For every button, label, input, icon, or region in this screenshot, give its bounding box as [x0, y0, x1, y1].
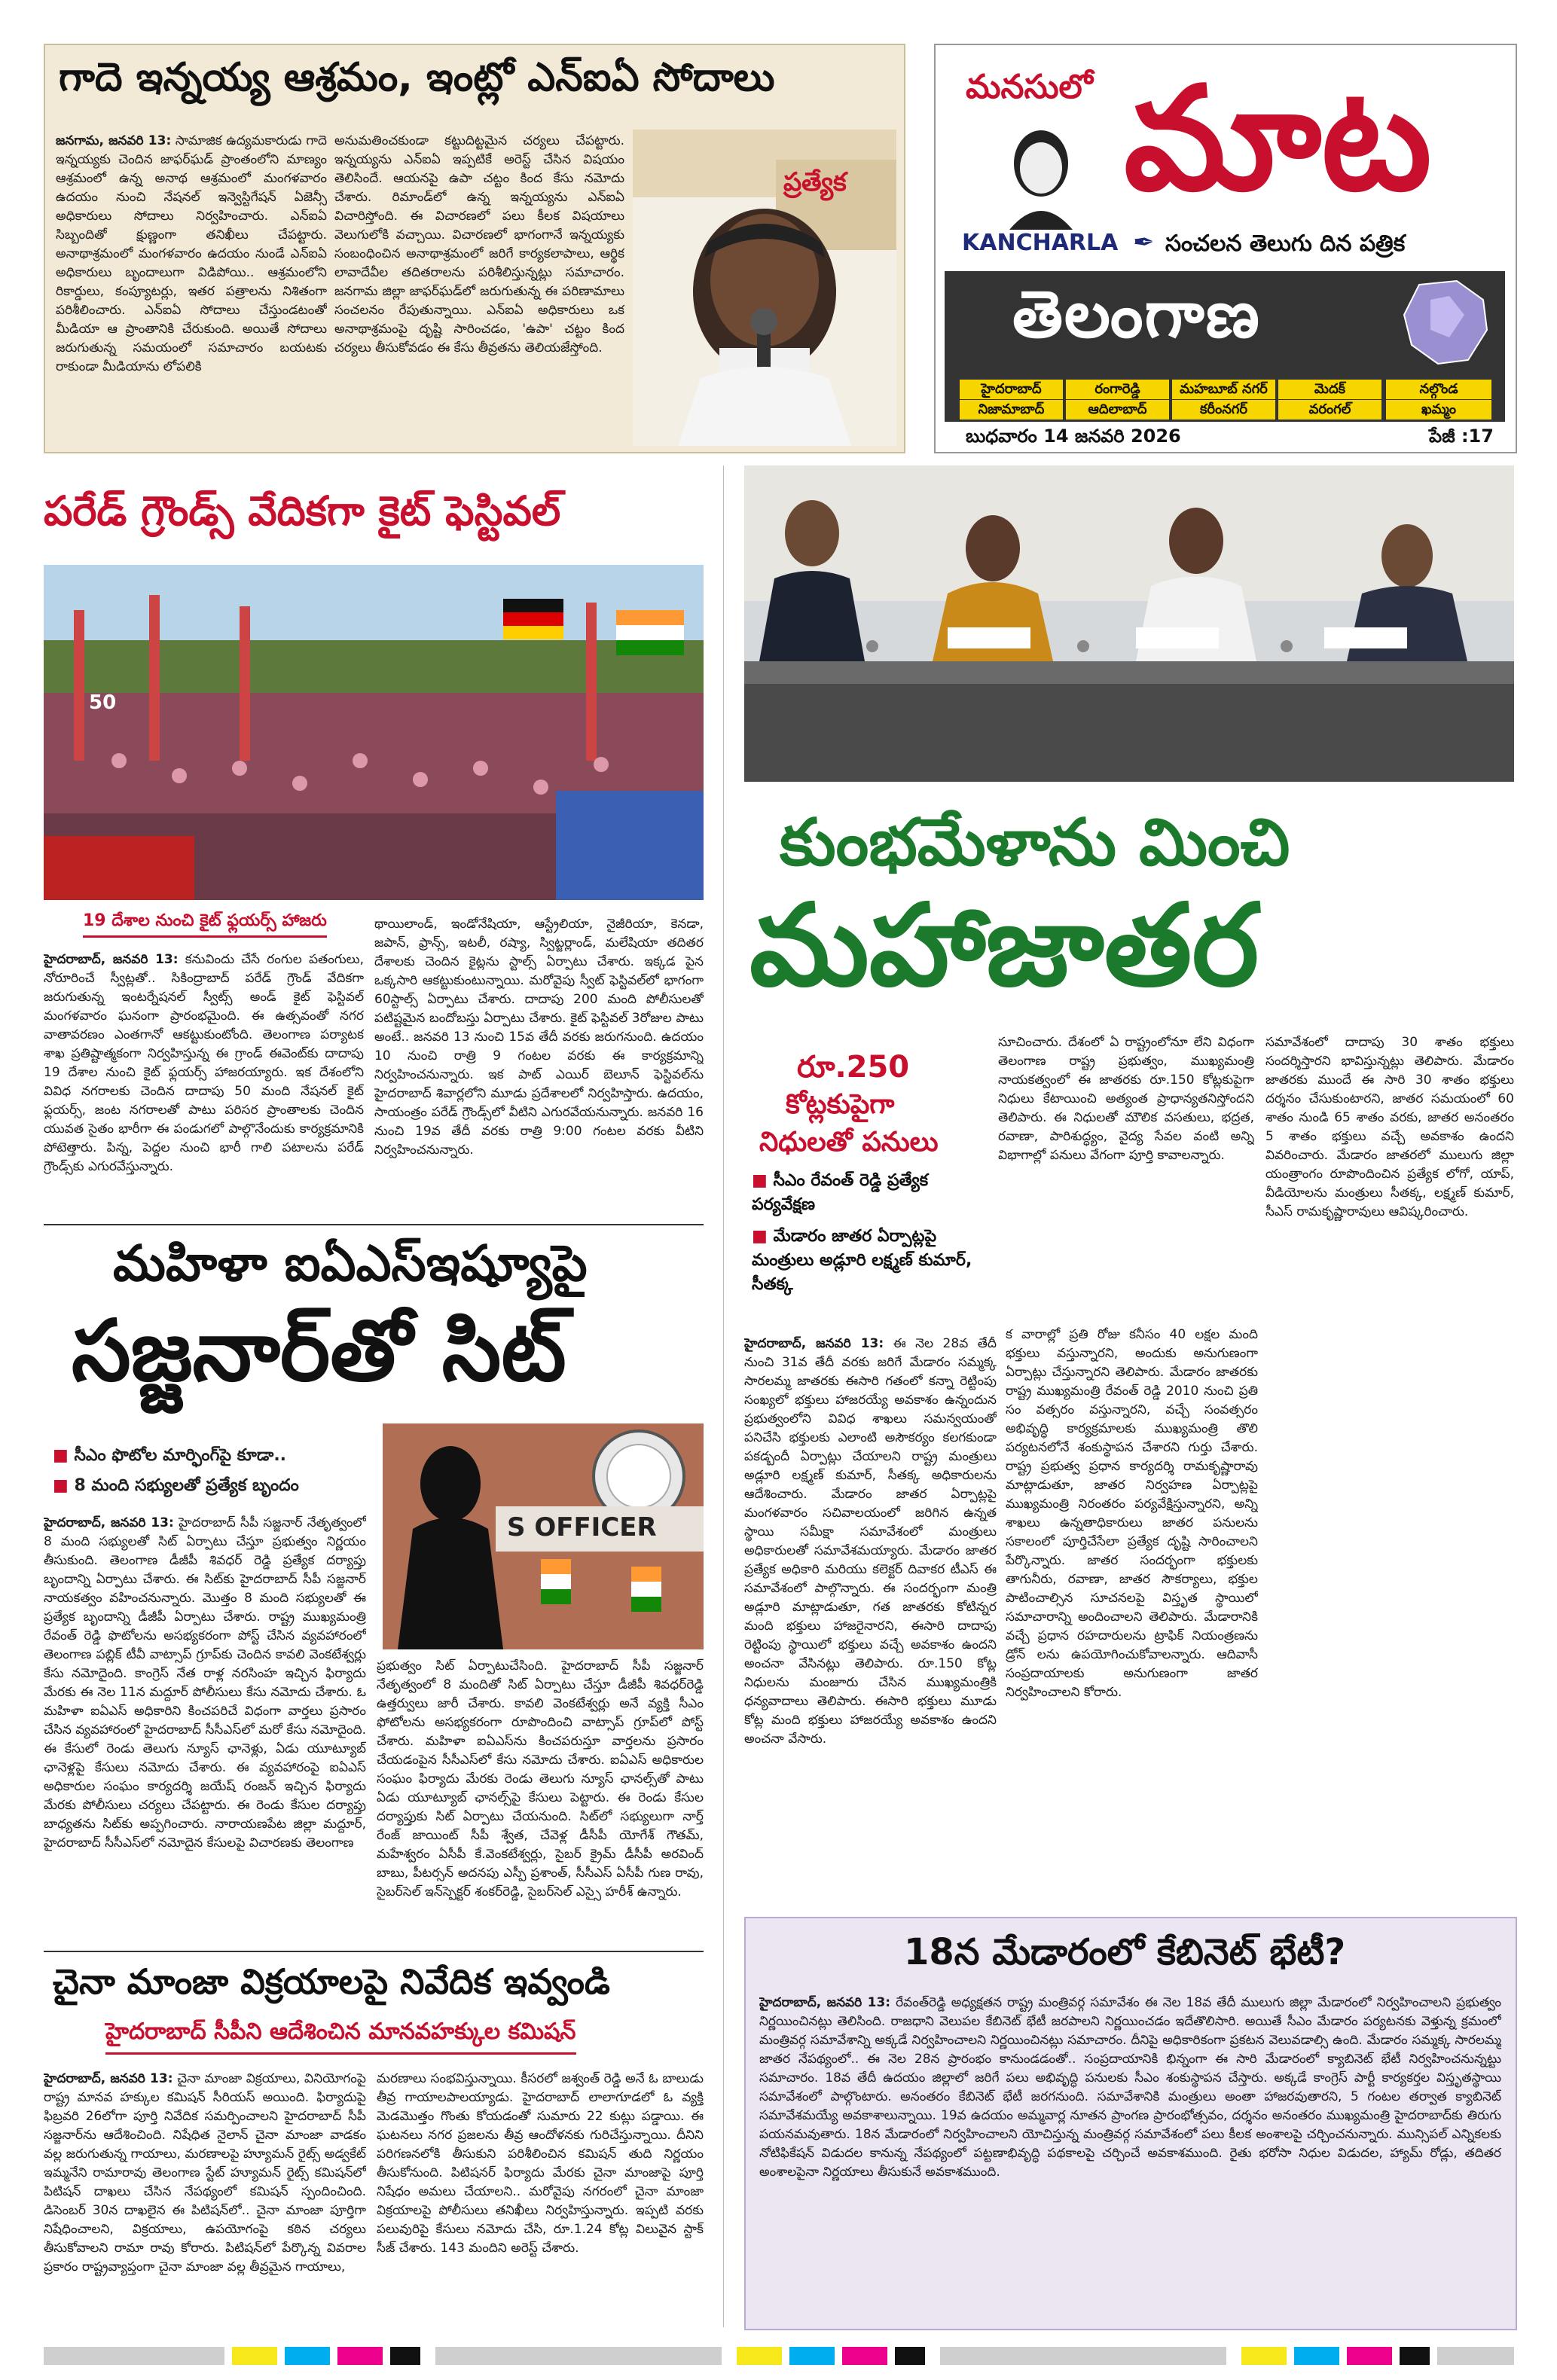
- kite-festival-photo-graphic: [44, 565, 704, 900]
- story5-col2-text: క వారాల్లో ప్రతి రోజు కనీసం 40 లక్షల మంది భక్తులు వస్తున్నారని, అందుకు అనుగుణంగా ఏర్పాట్లు చేస్తున్నారని తెలిపారు. మేడారం జాతరకు రాష్ట్ర ముఖ్యమంత్రి రేవంత్ రెడ్డి 2010 నుంచి ప్రతి సం వత్సరం వస్తున్నారని, వచ్చే సంవత్సరం అభివృద్ధి కార్యక్రమాలకు ముఖ్యమంత్రి తొలి పర్యటనలోనే శంకుస్థాపన చేశారని గుర్తు చేశారు. రాష్ట్ర ప్రభుత్వ ప్రధాన కార్యదర్శి రామకృష్ణారావు మాట్లాడుతూ, జాతర నిర్వహణ ఏర్పాట్లపై ముఖ్యమంత్రి నిరంతరం పర్యవేక్షిస్తున్నారని, అన్ని శాఖలు ఉన్నతాధికారులు జాతర పనులను సకాలంలో పూర్తిచేసేలా ప్రత్యేక దృష్టి సారించాలని పేర్కొన్నారు. జాతర సందర్భంగా భక్తులకు తాగునీరు, రవాణా, జాతర సౌకర్యాలు, భక్తుల పాటించాల్సిన సూచనలపై విస్తృత స్థాయిలో సమాచారాన్ని అందించాలని తెలిపారు. మేడారానికి వచ్చే ప్రధాన రహదారులను ట్రాఫిక్ నియంత్రణను డ్రోన్ లను ఉపయోగించుకోవాలన్నారు. ఆదివాసీ సంప్రదాయాలకు అనుగుణంగా జాతర నిర్వహించాలని కోరారు.: [1006, 1327, 1258, 1700]
- story4-headline: చైనా మాంజా విక్రయాలపై నివేదిక ఇవ్వండి: [53, 1961, 610, 2002]
- district-r2-1: ఆదిలాబాద్: [1066, 400, 1169, 420]
- story5-bullet2-marker: ■: [752, 1227, 774, 1246]
- story3-text-col2: [377, 1657, 704, 1936]
- story2-dateline: హైదరాబాద్, జనవరి 13:: [44, 952, 179, 967]
- story6-dateline: హైదరాబాద్, జనవరి 13:: [759, 1995, 891, 2010]
- story6-container: [744, 1917, 1517, 2330]
- story5-headline-2: మహాజాతర: [749, 880, 1259, 1012]
- district-r2-3: వరంగల్: [1278, 400, 1381, 420]
- story5-col3-text: సమావేశంలో దాదాపు 30 శాతం భక్తులు సందర్శిస్తారని భావిస్తున్నట్లు తెలిపారు. మేడారం జాతరకు ముందే ఈ సారి 30 శాతం భక్తులు దర్శనం చేసుకుంటారని, జాతర సమయంలో 60 శాతం నుండి 65 శాతం వరకు, జాతర అనంతరం 5 శాతం భక్తులు వచ్చే అవకాశం ఉందని వివరించారు. మేడారం జాతరలో ములుగు జిల్లా యంత్రాంగం రూపొందించిన ప్రత్యేక లోగో, యాప్, వీడియోలను మంత్రులు సీతక్క, లక్ష్మణ్ కుమార్, సీఎస్ రామకృష్ణారావులు ఆవిష్కరించారు.: [1265, 1035, 1514, 1219]
- masthead-portrait: [996, 117, 1086, 230]
- story6-headline: 18న మేడారంలో కేబినెట్ భేటీ?: [904, 1931, 1346, 1973]
- printer-color-strip: [44, 2344, 1514, 2368]
- story5-text-col0: [998, 1033, 1254, 1318]
- story4-top-rule: [44, 1951, 704, 1952]
- story1-dateline: జనగామ, జనవరి 13:: [56, 133, 172, 148]
- edition-name: తెలంగాణ: [1012, 277, 1261, 352]
- district-grid: [945, 377, 1505, 422]
- story4-subhead: హైదరాబాద్ సీపీని ఆదేశించిన మానవహక్కుల కమిషన్: [105, 2018, 576, 2055]
- masthead-tagline-name: మనసులో: [966, 68, 1093, 106]
- story5-dateline: హైదరాబాద్, జనవరి 13:: [744, 1336, 884, 1351]
- story3-photo-sign: S OFFICER: [507, 1512, 657, 1542]
- story3-bullet1: [53, 1446, 354, 1469]
- story3-text-col1: [44, 1514, 366, 1936]
- story5-col1-top-text: సూచించారు. దేశంలో ఏ రాష్ట్రంలోనూ లేని విధంగా తెలంగాణ రాష్ట్ర ప్రభుత్వం, ముఖ్యమంత్రి నాయకత్వంలో ఈ జాతరకు రూ.150 కోట్లకుపైగా నిధులు కేటాయించి అత్యంత ప్రాధాన్యతనిస్తోందని తెలిపారు. ఈ నిధులతో మౌలిక వసతులు, భద్రత, రవాణా, పారిశుద్ధ్యం, వైద్య సేవల వంటి అన్ని విభాగాల్లో పనులు వేగంగా పూర్తి కావాలన్నారు.: [998, 1035, 1254, 1163]
- story3-dateline: హైదరాబాద్, జనవరి 13:: [44, 1515, 174, 1530]
- story2-headline: పరేడ్ గ్రౌండ్స్ వేదికగా కైట్ ఫెస్టివల్: [44, 487, 561, 535]
- masthead-person-name: KANCHARLA: [962, 230, 1119, 256]
- bullet1-marker: ■: [53, 1446, 75, 1465]
- story2-photo: [44, 565, 704, 900]
- story4-text-col2: [377, 2070, 704, 2326]
- story5-box-title-3: నిధులతో పనులు: [759, 1127, 939, 1158]
- masthead-page: పేజీ :17: [1429, 426, 1494, 447]
- story3-top-rule: [44, 1224, 704, 1225]
- story1-col1-text: సామాజిక ఉద్యమకారుడు గాదె ఇన్నయ్యకు చెందిన జాఫర్‌ఘడ్ ప్రాంతంలోని మాణ్యం ఆశ్రమంలో ఉన్న అనాథ ఆశ్రమంలో మంగళవారం ఉదయం నుంచి నేషనల్ ఇన్వెస్టిగేషన్ ఏజెన్సీ అధికారులు సోదాలు నిర్వహించారు. ఎన్ఐఏ సిబ్బందితో క్షుణ్ణంగా తనిఖీలు చేపట్టారు. అనాథాశ్రమంలో మంగళవారం ఉదయం నుండే ఎన్ఐఏ అధికారులు బృందాలుగా విడిపోయి.. ఆశ్రమంలోని రికార్డులు, కంప్యూటర్లు, ఇతర పత్రాలను నిశితంగా పరిశీలించారు. ఎన్ఐఏ సోదాలు చేస్తుండటంతో మీడియా ఆ ప్రాంతానికి చేరుకుంది. అయితే సోదాలు జరుగుతున్న సమయంలో సమాచారం బయటకు రాకుండా మీడియాను లోపలికి: [56, 133, 327, 374]
- state-map-icon: [1397, 277, 1494, 368]
- story2-subhead: 19 దేశాల నుంచి కైట్ ఫ్లయర్స్ హాజరు: [83, 911, 327, 938]
- story3-bullet2-text: 8 మంది సభ్యులతో ప్రత్యేక బృందం: [74, 1476, 299, 1495]
- story4-dateline: హైదరాబాద్, జనవరి 13:: [44, 2071, 173, 2086]
- story3-col1-text: హైదరాబాద్ సీపీ సజ్జనార్ నేతృత్వంలో 8 మంది సభ్యులతో సిట్ ఏర్పాటు చేస్తూ ప్రభుత్వం నిర్ణయం తీసుకుంది. తెలంగాణ డీజీపీ శివధర్ రెడ్డి ప్రత్యేక దర్యాప్తు బృందాన్ని ఏర్పాటు చేశారు. ఈ సిట్‌కు హైదరాబాద్ సీపీ సజ్జనార్ నాయకత్వం వహించనున్నారు. మొత్తం 8 మంది సభ్యులతో ఈ ప్రత్యేక బృందాన్ని డీజీపీ ఏర్పాటు చేశారు. రాష్ట్ర ముఖ్యమంత్రి రేవంత్ రెడ్డి ఫొటోలను అసభ్యకరంగా పోస్ట్ చేసిన వ్యవహారంలో తెలంగాణ పబ్లిక్ టీవీ వాట్సాప్ గ్రూప్‌కు చెందిన కావలి వెంకటేశ్వర్లు కేసు నమోదైంది. కాంగ్రెస్ నేత రాళ్ల నరసింహ ఇచ్చిన ఫిర్యాదు మేరకు ఈ నెల 11న మద్దూర్ పోలీసులు కేసు నమోదు చేశారు. ఓ మహిళా ఐఏఎస్ అధికారిని కించపరిచే విధంగా వార్తలు ప్రసారం చేసిన వ్యవహారంలో హైదరాబాద్ సీసీఎస్‌లో మరో కేసు నమోదైంది. ఈ కేసులో రెండు తెలుగు న్యూస్ ఛానెళ్లు, ఏడు యూట్యూబ్ ఛానెళ్లపై కేసులు నమోదు చేశారు. ఈ వ్యవహారంపై ఐఏఎస్ అధికారుల సంఘం కార్యదర్శి జయేష్ రంజన్ ఇచ్చిన ఫిర్యాదు మేరకు పోలీసులు చర్యలు చేపట్టారు. ఈ రెండు కేసుల దర్యాప్తు బాధ్యతను సిట్‌కు అప్పగించారు. నారాయణపేట జిల్లా మద్దూర్, హైదరాబాద్ సీసీఎస్‌లో నమోదైన కేసులపై విచారణకు తెలంగాణ: [44, 1515, 366, 1851]
- story6-text: [759, 1994, 1501, 2317]
- story2-text-col1: [44, 950, 364, 1195]
- story5-text-col2: [1006, 1326, 1258, 1903]
- story3-photo: [383, 1423, 704, 1649]
- story4-col2-text: మరణాలు సంభవిస్తున్నాయి. కీసరలో జశ్వంత్ రెడ్డి అనే ఓ బాలుడు తీవ్ర గాయాలపాలయ్యాడు. హైదరాబాద్ లాలాగూడలో ఓ వ్యక్తి మెడమొత్తం గొంతు కోయడంతో సుమారు 22 కుట్లు పడ్డాయి. ఈ ఘటనలు నగర ప్రజలను తీవ్ర ఆందోళనకు గురిచేస్తున్నాయి. దీనిని పరిగణనలోకి తీసుకుని పరిశీలించిన కమిషన్ తుది నిర్ణయం తీసుకోనుంది. పిటిషనర్ ఫిర్యాదు మేరకు చైనా మాంజాపై పూర్తి నిషేధం అమలు చేయాలని.. మరోవైపు నగరంలో చైనా మాంజా విక్రయాలపై పోలీసులు తనిఖీలు నిర్వహిస్తున్నారు. ఇప్పటి వరకు పలువురిపై కేసులు నమోదు చేసి, రూ.1.24 కోట్ల విలువైన స్టాక్ సీజ్ చేశారు. 143 మందిని అరెస్ట్ చేశారు.: [377, 2071, 704, 2256]
- story5-bullet1: [752, 1169, 978, 1217]
- district-r1-3: మెదక్: [1278, 380, 1381, 399]
- story3-headline-1: మహిళా ఐఏఎస్ఇష్యూపై: [113, 1234, 588, 1292]
- district-r1-0: హైదరాబాద్: [960, 380, 1063, 399]
- story2-col2-text: థాయిలాండ్, ఇండోనేషియా, ఆస్ట్రేలియా, నైజీరియా, కెనడా, జపాన్, ఫ్రాన్స్, ఇటలీ, రష్యా, స్విట్జర్లాండ్, మలేషియా తదితర దేశాలకు చెందిన కైట్లను స్టాల్స్ ఏర్పాటు చేశారు. ఇక్కడ పైన ఒక్కసారి ఆకట్టుకుంటున్నాయి. మరోవైపు స్వీట్ ఫెస్టివల్‌లో భాగంగా 60స్టాల్స్ ఏర్పాటు చేశారు. దాదాపు 200 మంది పోలీసులతో పటిష్టమైన బందోబస్తు ఏర్పాటు చేశారు. కైట్ ఫెస్టివల్ 3రోజుల పాటు అంటే.. జనవరి 13 నుంచి 15వ తేదీ వరకు జరుగనుంది. ఉదయం 10 నుంచి రాత్రి 9 గంటల వరకు ఈ కార్యక్రమాన్ని నిర్వహించనున్నారు. ఇక పాట్ ఎయిర్ బెలూన్ ఫెస్టివల్‌ను హైదరాబాద్ శివార్లలోని మూడు ప్రదేశాలలో నిర్వహిస్తారు. ఉదయం, సాయంత్రం పరేడ్ గ్రౌండ్స్‌లో వీటిని ఎగురవేయనున్నారు. జనవరి 16 నుంచి 19వ తేదీ వరకు రాత్రి 9:00 గంటల వరకు వీటిని నిర్వహించనున్నారు.: [374, 917, 704, 1158]
- masthead-date: బుధవారం 14 జనవరి 2026: [966, 426, 1181, 447]
- story2-text-col2: [374, 915, 704, 1195]
- district-r1-4: నల్గొండ: [1386, 380, 1491, 399]
- story3-bullet2: [53, 1476, 354, 1499]
- bullet2-marker: ■: [53, 1476, 75, 1495]
- story1-banner-text: ప్రత్యేక: [783, 167, 847, 197]
- district-r2-2: కరీంనగర్: [1172, 400, 1275, 420]
- masthead-subtitle: సంచలన తెలుగు దిన పత్రిక: [1165, 230, 1406, 257]
- story5-bullet2-text: మేడారం జాతర ఏర్పాట్లపై మంత్రులు అడ్లూరి లక్ష్మణ్ కుమార్, సీతక్క: [752, 1227, 972, 1294]
- district-r2-0: నిజామాబాద్: [960, 400, 1063, 420]
- masthead: [934, 44, 1517, 453]
- story3-col2-text: ప్రభుత్వం సిట్ ఏర్పాటుచేసింది. హైదరాబాద్ సీపీ సజ్జనార్ నేతృత్వంలో 8 మందితో సిట్ ఏర్పాటు చేస్తూ డీజీపీ శివధర్‌రెడ్డి ఉత్తర్వులు జారీ చేశారు. కావలి వెంకటేశ్వర్లు అనే వ్యక్తి సీఎం ఫోటోలను అసభ్యకరంగా రూపొందించి వాట్సాప్ గ్రూప్‌లో పోస్ట్ చేశారు. మహిళా ఐఏఎస్‌ను కించపరుస్తూ వార్తలను ప్రసారం చేయడంపైన సీసీఎస్‌లో కేసు నమోదు చేశారు. ఐఏఎస్ అధికారుల సంఘం ఫిర్యాదు మేరకు రెండు తెలుగు న్యూస్ ఛానల్స్‌తో పాటు ఏడు యూట్యూబ్ ఛానల్స్‌పై కేసులు పెట్టారు. ఈ రెండు కేసుల దర్యాప్తుకు సిట్ ఏర్పాటు చేయనుంది. సిట్‌లో సభ్యులుగా నార్త్ రేంజ్ జాయింట్ సీపీ శ్వేత, చేవెళ్ల డీసీపీ యోగేశ్ గౌతమ్, మహేశ్వరం ఏసీపీ కే.వెంకటేశ్వర్లు, సైబర్ క్రైమ్ డీసీపీ అరవింద్ బాబు, పీటర్సన్ అదనపు ఎస్పీ ప్రశాంత్, సీసీఎస్ ఏసీపీ గుణ రావు, సైబర్‌సెల్ ఇన్‌స్పెక్టర్ శంకర్‌రెడ్డి, సైబర్‌సెల్ ఎస్సై హరీశ్ ఉన్నారు.: [377, 1658, 704, 1899]
- story1-photo: [633, 130, 896, 446]
- story1-text-col1: [56, 132, 327, 448]
- story6-body-text: రేవంత్‌రెడ్డి అధ్యక్షతన రాష్ట్ర మంత్రివర్గ సమావేశం ఈ నెల 18వ తేదీ ములుగు జిల్లా మేడారంలో నిర్వహించాలని ప్రభుత్వం నిర్ణయించినట్లు తెలిసింది. రాజధాని వెలుపల కేబినెట్ భేటీ జరపాలని నిర్ణయించడం ఇదేతొలిసారి. అయితే సీఎం మేడారం పర్యటనకు వెళ్తున్న క్రమంలో మంత్రివర్గ సమావేశాన్ని అక్కడే నిర్వహించాలని నిర్ణయించినట్లు సమాచారం. దీనిపై అధికారికంగా ప్రకటన వెలువడాల్సి ఉంది. మేడారం సమ్మక్క సారలమ్మ జాతర నేపథ్యంలో.. ఈ నెల 28న ప్రారంభం కానుండడంతో.. సంప్రదాయానికి భిన్నంగా ఈ సారి మేడారంలో క్యాబినెట్ భేటీ నిర్వహించనున్నట్టు సమాచారం. 18వ తేదీ ఉదయం జిల్లాలో జరిగే పలు అభివృద్ధి పనులకు సీఎం శంకుస్థాపన చేస్తారు. అక్కడే కాంగ్రెస్ పార్టీ కార్యకర్తల విస్తృతస్థాయి సమావేశంలో పాల్గొంటారు. అనంతరం కేబినెట్ భేటీ జరగనుంది. సమావేశానికి మంత్రులు అంతా హాజరవుతారని, 5 గంటల తర్వాత క్యాబినెట్ సమావేశమయ్యే అవకాశాలున్నాయి. 19వ ఉదయం అమ్మవార్ల నూతన ప్రాంగణ ప్రారంభోత్సవం, దర్శనం అనంతరం ముఖ్యమంత్రి హైదరాబాద్‌కు తిరుగు పయనమవుతారు. 18న మేడారంలో నిర్వహించాలని యోచిస్తున్న మంత్రివర్గ సమావేశంలో పలు కీలక అంశాలపై చర్చించనున్నారు. మున్సిపల్ ఎన్నికలకు నోటిఫికేషన్ విడుదల కానున్న నేపథ్యంలో పట్టణాభివృద్ధి పథకాలపై చర్చించే అవకాశముంది. రైతు భరోసా నిధుల విడుదల, హ్యామ్ రోడ్లు, తదితర అంశాలపైనా నిర్ణయాలు తీసుకునే అవకాశముంది.: [759, 1995, 1501, 2180]
- story5-col1-text: ఈ నెల 28వ తేదీ నుంచి 31వ తేదీ వరకు జరిగే మేడారం సమ్మక్క సారలమ్మ జాతరకు ఈసారి గతంలో కన్నా రెట్టింపు సంఖ్యలో భక్తులు హాజరయ్యే అవకాశం ఉన్నందున ప్రభుత్వంలోని వివిధ శాఖలు సమన్వయంతో పనిచేసి భక్తులకు ఎలాంటి అసౌకర్యం కలగకుండా పకడ్బందీ ఏర్పాట్లు చేయాలని రాష్ట్ర మంత్రులు అడ్లూరి లక్ష్మణ్ కుమార్, సీతక్క అధికారులను ఆదేశించారు. మేడారం జాతర ఏర్పాట్లపై మంగళవారం సచివాలయంలో జరిగిన ఉన్నత స్థాయి సమీక్షా సమావేశంలో మంత్రులు అధికారులతో సమావేశమయ్యారు. మేడారం జాతర ప్రత్యేక అధికారి మరియు కలెక్టర్ దివాకర టీఎస్ ఈ సమావేశంలో పాల్గొన్నారు. ఈ సందర్భంగా మంత్రి అడ్లూరి మాట్లాడుతూ, గత జాతరకు కోటిన్నర మంది భక్తులు హాజరైనారని, ఈసారి దాదాపు రెట్టింపు స్థాయిలో భక్తులు వచ్చే అవకాశం ఉందని అంచనా వేసినట్లు తెలిపారు. రూ.150 కోట్ల నిధులను మంజూరు చేసిన ముఖ్యమంత్రికి ధన్యవాదాలు తెలిపారు. ఈసారి భక్తులు మూడు కోట్ల మంది భక్తులు హాజరయ్యే అవకాశం ఉందని అంచనా వేసారు.: [744, 1336, 997, 1747]
- story4-col1-text: చైనా మాంజా విక్రయాలు, వినియోగంపై రాష్ట్ర మానవ హక్కుల కమిషన్ సీరియస్ అయింది. ఫిర్యాదుపై ఫిబ్రవరి 26లోగా పూర్తి నివేదిక సమర్పించాలని హైదరాబాద్ సీపీ సజ్జనార్‌ను ఆదేశించింది. నిషేధిత నైలాన్ చైనా మాంజా వాడకం వల్ల జరుగుతున్న గాయాలు, మరణాలపై హ్యూమన్ రైట్స్ అడ్వకేట్ ఇమ్మనేని రామారావు తెలంగాణ స్టేట్ హ్యూమన్ రైట్స్ కమిషన్‌లో పిటిషన్ దాఖలు చేసిన నేపథ్యంలో కమిషన్ స్పందించింది. డిసెంబర్ 30న దాఖలైన ఈ పిటిషన్‌లో.. చైనా మాంజా పూర్తిగా నిషేధించాలని, విక్రయాలు, ఉపయోగంపై కఠిన చర్యలు తీసుకోవాలని రామా రావు కోరారు. పిటిషన్‌లో పేర్కొన్న వివరాల ప్రకారం రాష్ట్రవ్యాప్తంగా చైనా మాంజా వల్ల తీవ్రమైన గాయాలు,: [44, 2071, 366, 2275]
- district-r1-2: మహబూబ్ నగర్: [1172, 380, 1275, 399]
- pen-nib-icon: ✒: [1133, 227, 1155, 258]
- story1-container: [44, 44, 905, 453]
- district-r2-4: ఖమ్మం: [1386, 400, 1491, 420]
- story5-text-col1: [744, 1335, 997, 1903]
- story1-headline: గాదె ఇన్నయ్య ఆశ్రమం, ఇంట్లో ఎన్ఐఏ సోదాలు: [59, 55, 775, 100]
- story5-box-title-1: రూ.250: [797, 1050, 910, 1085]
- story1-text-col2: [334, 132, 624, 448]
- meeting-photo-graphic: [744, 465, 1514, 782]
- speaker-photo-graphic: [633, 130, 896, 446]
- story5-bullet1-marker: ■: [752, 1171, 774, 1190]
- story1-col2-text: అనుమతించకుండా కట్టుదిట్టమైన చర్యలు చేపట్టారు. ఇన్నయ్యను ఎన్ఐఏ ఇప్పటికే అరెస్ట్ చేసిన విషయం తెలిసిందే. ఆయనపై ఉపా చట్టం కింద కేసు నమోదు చేశారు. రిమాండ్‌లో ఉన్న ఇన్నయ్యను ఎన్ఐఏ విచారిస్తోంది. ఈ విచారణలో పలు కీలక విషయాలు వెలుగులోకి వచ్చాయి. విచారణలో భాగంగానే ఇన్నయ్యకు సంబంధించిన అనాథాశ్రమంలో జరిగే కార్యకలాపాలు, ఆర్థిక లావాదేవీల తదితరాలను పరిశీలిస్తున్నట్లు సమాచారం. జనగామ జిల్లా జాఫర్‌ఘడ్‌లో జరుగుతున్న ఈ పరిణామాలు సంచలనం రేపుతున్నాయి. ఎన్ఐఏ అధికారులు ఒక అనాథాశ్రమంపై దృష్టి సారించడం, 'ఉపా' చట్టం కింద చర్యలు తీసుకోవడం ఈ కేసు తీవ్రతను తెలియజేస్తోంది.: [334, 133, 624, 355]
- story5-highlight-box: [744, 1047, 985, 1318]
- district-r1-1: రంగారెడ్డి: [1066, 380, 1169, 399]
- story5-bullet2: [752, 1225, 978, 1297]
- story3-bullet1-text: సీఎం ఫొటోల మార్ఫింగ్‌పై కూడా..: [74, 1446, 287, 1465]
- story2-col1-text: కనువిందు చేసే రంగుల పతంగులు, నోరూరించే స్వీట్లతో.. సికింద్రాబాద్ పరేడ్ గ్రౌండ్ వేదికగా జరుగుతున్న ఇంటర్నేషనల్ స్వీట్స్ అండ్ కైట్ ఫెస్టివల్ మంగళవారం ఘనంగా ప్రారంభమైంది. ఈ ఉత్సవంతో నగర వాతావరణం ఎంతగానో ఆకట్టుకుంటోంది. తెలంగాణ పర్యాటక శాఖ ప్రతిష్టాత్మకంగా నిర్వహిస్తున్న ఈ గ్రాండ్ ఈవెంట్‌కు దాదాపు 19 దేశాల నుంచి కైట్ ఫ్లయర్స్ హాజరయ్యారు. ఇక దేశంలోని వివిధ నగరాలకు చెందిన దాదాపు 50 మంది నేషనల్ కైట్ ఫ్లయర్స్, జంట నగరాలతో పాటు పరిసర ప్రాంతాలకు చెందిన యువత సైతం భారీగా ఈ పండుగలో పాల్గొనేందుకు కార్యక్రమానికి పోటెత్తారు. పిన్న, పెద్దల నుంచి భారీ గాలి పటాలను పరేడ్ గ్రౌండ్స్‌కు ఎగురవేస్తున్నారు.: [44, 952, 364, 1174]
- story3-headline-2: సజ్జనార్‌తో సిట్: [72, 1302, 566, 1400]
- edition-band: [945, 271, 1505, 377]
- story5-headline-1: కుంభమేళాను మించి: [780, 805, 1290, 880]
- color-registration-bar: [44, 2344, 1514, 2368]
- portrait-graphic: [996, 117, 1086, 230]
- story5-box-title-2: కోట్లకుపైగా: [786, 1089, 895, 1120]
- story5-text-col3: [1265, 1033, 1514, 1903]
- story2-photo-label: 50: [89, 691, 117, 714]
- story5-photo: [744, 465, 1514, 782]
- column-rule-left: [723, 465, 724, 2327]
- story4-text-col1: [44, 2070, 366, 2326]
- masthead-paper-name: మాట: [1124, 56, 1432, 222]
- story5-bullet1-text: సీఎం రేవంత్ రెడ్డి ప్రత్యేక పర్యవేక్షణ: [752, 1171, 929, 1214]
